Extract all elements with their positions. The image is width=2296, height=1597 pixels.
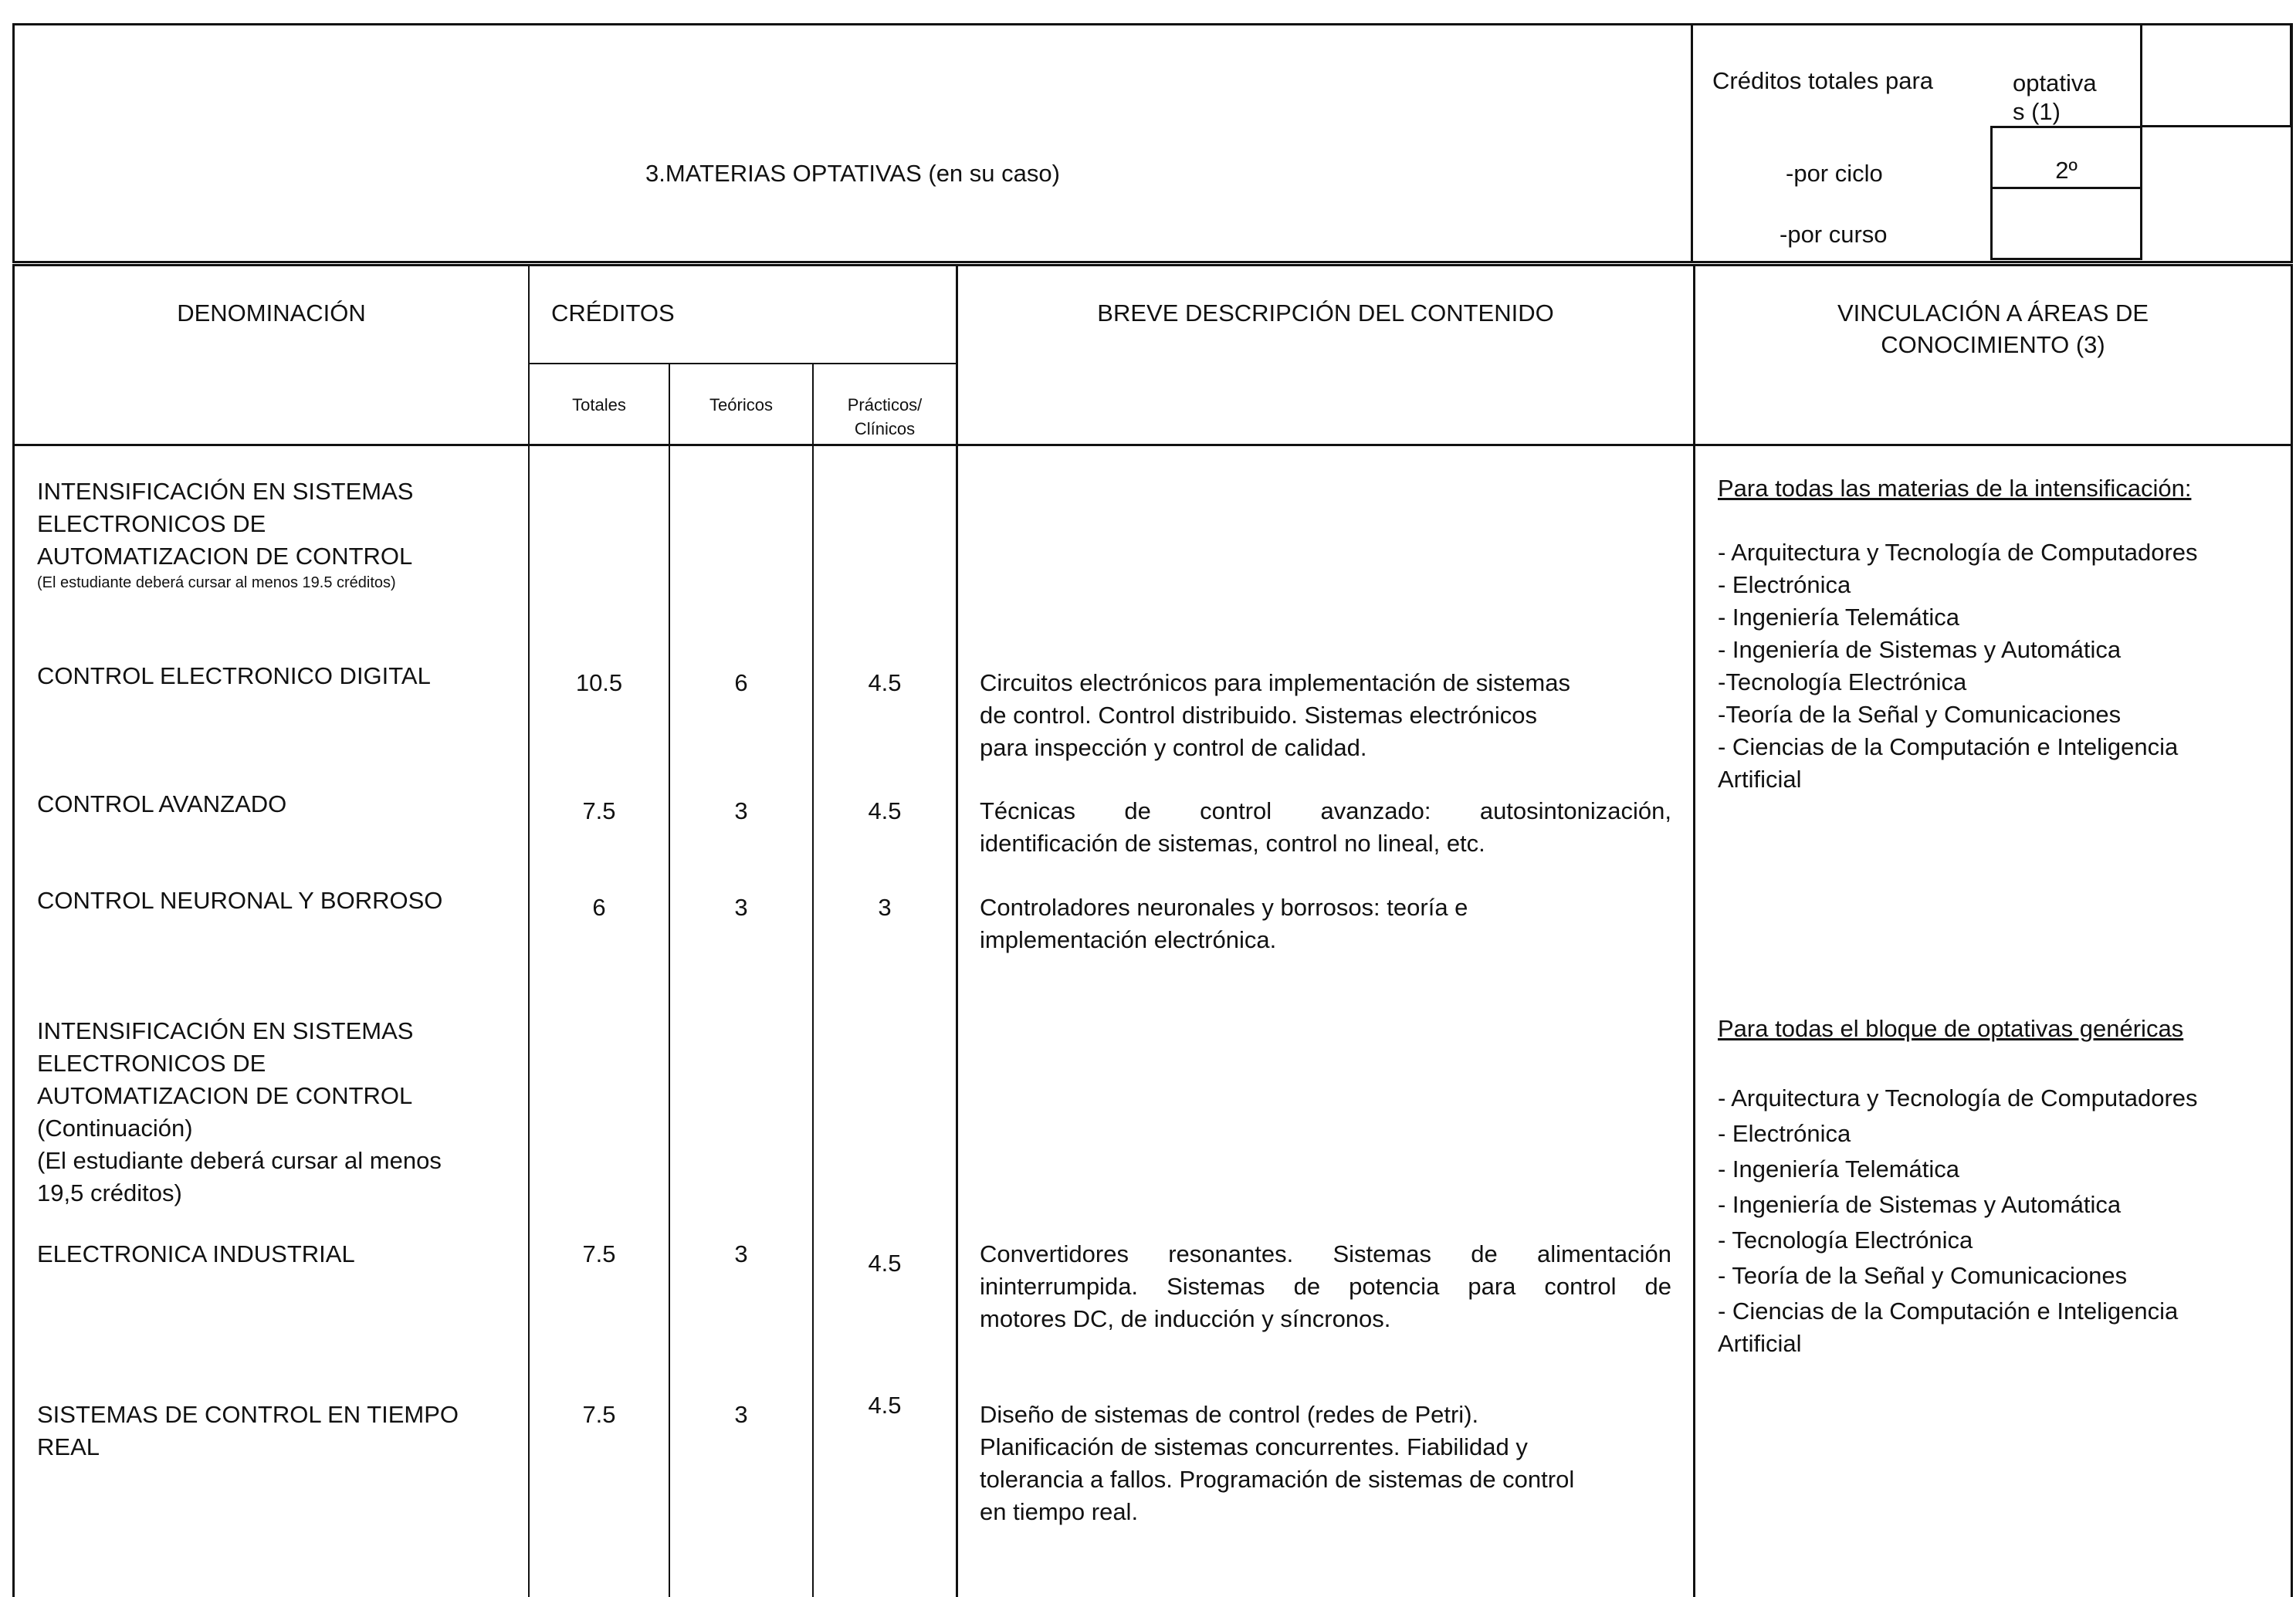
rule [1990,258,2142,260]
creditos-practicos: 3 [878,894,892,921]
rule [12,444,2293,446]
materia-name: ELECTRONICA INDUSTRIAL [37,1240,355,1267]
block-heading-line: AUTOMATIZACION DE CONTROL [37,1082,413,1109]
area-item: - Tecnología Electrónica [1718,1227,1973,1254]
rule [1691,23,1693,263]
descripcion-line: Planificación de sistemas concurrentes. Fiabilidad y [980,1433,1528,1460]
creditos-practicos: 4.5 [868,797,902,824]
areas-title: Para todas las materias de la intensificación: [1718,475,2192,502]
descripcion-line: en tiempo real. [980,1498,1139,1525]
area-item: -Teoría de la Señal y Comunicaciones [1718,701,2122,728]
page-title: 3.MATERIAS OPTATIVAS (en su caso) [645,160,1060,187]
creditos-totales: 7.5 [582,1240,616,1267]
optativas-label-cont: s (1) [2013,98,2061,125]
descripcion-line: para inspección y control de calidad. [980,734,1367,761]
col-descripcion: BREVE DESCRIPCIÓN DEL CONTENIDO [1097,299,1554,327]
rule [1693,264,1695,1597]
block-sub-line: (El estudiante deberá cursar al menos [37,1147,442,1174]
materia-name: SISTEMAS DE CONTROL EN TIEMPO [37,1401,459,1428]
por-ciclo-value: 2º [2055,157,2078,184]
rule [1990,187,2142,189]
descripcion-line: de control. Control distribuido. Sistemas electrónicos [980,702,1537,729]
rule [528,264,530,1597]
area-item: - Ingeniería de Sistemas y Automática [1718,1191,2122,1218]
creditos-teoricos: 3 [734,1240,748,1267]
area-item: - Arquitectura y Tecnología de Computadores [1718,1084,2198,1111]
rule [12,23,15,263]
area-item: - Electrónica [1718,571,1851,598]
creditos-teoricos: 3 [734,894,748,921]
rule [2290,23,2292,127]
block-heading-line: AUTOMATIZACION DE CONTROL [37,543,413,570]
creditos-practicos: 4.5 [868,1250,902,1277]
descripcion-line: identificación de sistemas, control no lineal, etc. [980,830,1485,857]
block-heading-line: ELECTRONICOS DE [37,510,266,537]
materia-name: CONTROL AVANZADO [37,790,287,817]
rule [528,363,957,364]
creditos-totales: 10.5 [575,669,623,696]
creditos-teoricos: 6 [734,669,748,696]
area-item: - Ingeniería Telemática [1718,604,1960,631]
col-vinculacion-2: CONOCIMIENTO (3) [1881,331,2105,358]
creditos-totales-label: Créditos totales para [1712,67,1934,94]
area-item: - Ciencias de la Computación e Inteligencia [1718,1298,2179,1325]
descripcion-line: Controladores neuronales y borrosos: teoría e [980,894,1468,921]
materia-name: CONTROL NEURONAL Y BORROSO [37,887,443,914]
rule [2291,264,2293,1597]
materia-name: CONTROL ELECTRONICO DIGITAL [37,662,431,689]
creditos-totales: 7.5 [582,1401,616,1428]
area-item: Artificial [1718,1330,1802,1357]
col-teoricos: Teóricos [709,395,773,414]
col-creditos: CRÉDITOS [551,299,675,327]
col-denominacion: DENOMINACIÓN [177,299,366,327]
area-item: - Ciencias de la Computación e Inteligencia [1718,733,2179,760]
creditos-totales: 6 [592,894,606,921]
rule [956,264,958,1597]
area-item: - Teoría de la Señal y Comunicaciones [1718,1262,2128,1289]
materia-name: REAL [37,1433,100,1460]
rule [2140,126,2142,260]
descripcion-line: Convertidores resonantes. Sistemas de alimentación [980,1240,1671,1267]
rule [2140,125,2292,127]
block-sub-line: 19,5 créditos) [37,1179,182,1206]
block-heading-line: INTENSIFICACIÓN EN SISTEMAS [37,1017,414,1044]
area-item: - Electrónica [1718,1120,1851,1147]
descripcion-line: Circuitos electrónicos para implementación de sistemas [980,669,1570,696]
block-note: (El estudiante deberá cursar al menos 19.5 créditos) [37,574,396,591]
block-heading-line: ELECTRONICOS DE [37,1050,266,1077]
descripcion-line: ininterrumpida. Sistemas de potencia para control de [980,1273,1671,1300]
por-curso-label: -por curso [1780,221,1888,248]
por-ciclo-label: -por ciclo [1786,160,1883,187]
areas-title: Para todas el bloque de optativas genéricas [1718,1015,2184,1042]
col-practicos-1: Prácticos/ [847,395,923,414]
col-practicos-2: Clínicos [854,419,916,438]
block-sub-line: (Continuación) [37,1115,193,1142]
creditos-teoricos: 3 [734,1401,748,1428]
rule [2140,23,2142,127]
area-item: -Tecnología Electrónica [1718,668,1967,695]
rule [12,264,2293,266]
rule [12,264,15,1597]
creditos-totales: 7.5 [582,797,616,824]
creditos-practicos: 4.5 [868,1392,902,1419]
descripcion-line: Diseño de sistemas de control (redes de Petri). [980,1401,1479,1428]
creditos-practicos: 4.5 [868,669,902,696]
rule [1990,126,1993,260]
area-item: Artificial [1718,766,1802,793]
col-vinculacion-1: VINCULACIÓN A ÁREAS DE [1837,299,2149,327]
block-heading-line: INTENSIFICACIÓN EN SISTEMAS [37,478,414,505]
col-totales: Totales [572,395,626,414]
descripcion-line: motores DC, de inducción y síncronos. [980,1305,1391,1332]
descripcion-line: implementación electrónica. [980,926,1277,953]
area-item: - Ingeniería de Sistemas y Automática [1718,636,2122,663]
rule [12,261,2293,263]
descripcion-line: Técnicas de control avanzado: autosintonización, [980,797,1671,824]
area-item: - Arquitectura y Tecnología de Computadores [1718,539,2198,566]
area-item: - Ingeniería Telemática [1718,1155,1960,1183]
creditos-teoricos: 3 [734,797,748,824]
rule [12,23,2293,25]
optativas-label: optativa [2013,69,2097,96]
descripcion-line: tolerancia a fallos. Programación de sistemas de control [980,1466,1575,1493]
